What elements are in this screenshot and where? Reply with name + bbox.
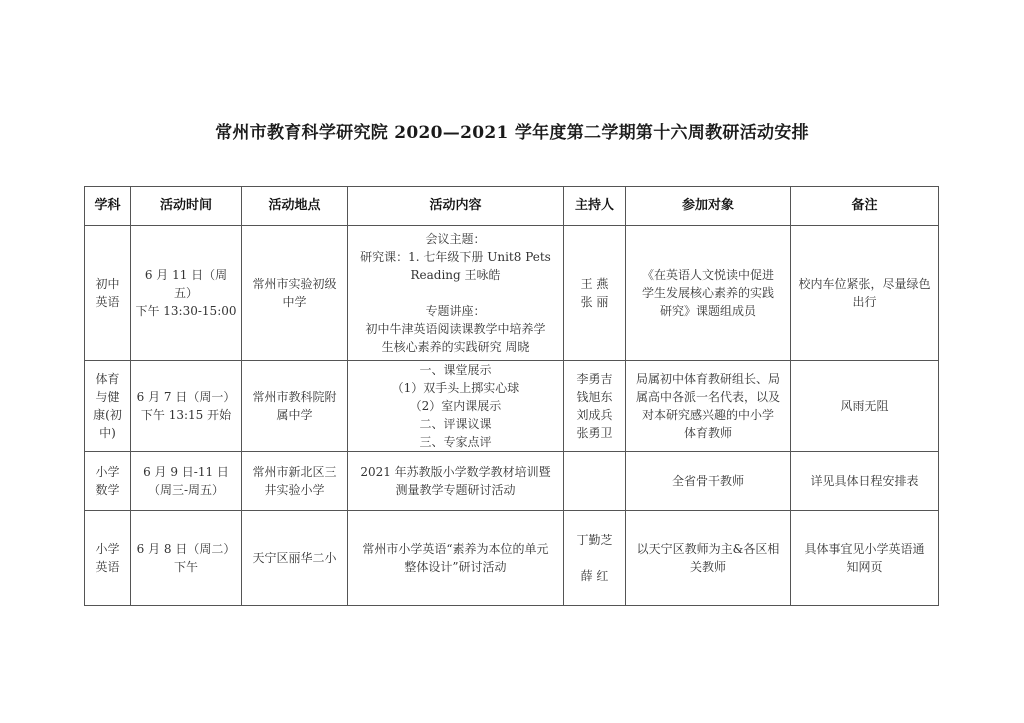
cell-subject: 小学 数学 [85, 452, 131, 511]
cell-content: 常州市小学英语“素养为本位的单元 整体设计”研讨活动 [348, 511, 564, 606]
cell-host: 李勇吉 钱旭东 刘成兵 张勇卫 [564, 361, 626, 452]
cell-note: 具体事宜见小学英语通 知网页 [791, 511, 939, 606]
cell-subject: 初中 英语 [85, 226, 131, 361]
table-header-row [85, 187, 939, 226]
cell-time: 6 月 11 日（周五） 下午 13:30-15:00 [131, 226, 242, 361]
header-participants: 参加对象 [626, 187, 791, 226]
cell-host: 丁勤芝 薛 红 [564, 511, 626, 606]
table-row [85, 511, 939, 606]
cell-time: 6 月 9 日-11 日 （周三-周五） [131, 452, 242, 511]
cell-note: 风雨无阻 [791, 361, 939, 452]
cell-participants: 局属初中体育教研组长、局 属高中各派一名代表，以及 对本研究感兴趣的中小学 体育教师 [626, 361, 791, 452]
header-place: 活动地点 [242, 187, 348, 226]
table-row [85, 452, 939, 511]
header-note: 备注 [791, 187, 939, 226]
cell-host: 王 燕 张 丽 [564, 226, 626, 361]
cell-note: 详见具体日程安排表 [791, 452, 939, 511]
cell-place: 常州市实验初级 中学 [242, 226, 348, 361]
cell-time: 6 月 7 日（周一） 下午 13:15 开始 [131, 361, 242, 452]
header-subject: 学科 [85, 187, 131, 226]
cell-place: 天宁区丽华二小 [242, 511, 348, 606]
cell-content: 一、课堂展示 （1）双手头上掷实心球 （2）室内课展示 二、评课议课 三、专家点评 [348, 361, 564, 452]
header-content: 活动内容 [348, 187, 564, 226]
cell-participants: 全省骨干教师 [626, 452, 791, 511]
header-time: 活动时间 [131, 187, 242, 226]
cell-time: 6 月 8 日（周二） 下午 [131, 511, 242, 606]
cell-participants: 以天宁区教师为主&各区相 关教师 [626, 511, 791, 606]
cell-subject: 体育 与健 康(初 中) [85, 361, 131, 452]
cell-subject: 小学 英语 [85, 511, 131, 606]
cell-host [564, 452, 626, 511]
cell-note: 校内车位紧张，尽量绿色 出行 [791, 226, 939, 361]
page-title: 常州市教育科学研究院 2020—2021 学年度第二学期第十六周教研活动安排 [215, 123, 809, 143]
table-row [85, 361, 939, 452]
table-row [85, 226, 939, 361]
cell-place: 常州市新北区三 井实验小学 [242, 452, 348, 511]
cell-participants: 《在英语人文悦读中促进 学生发展核心素养的实践 研究》课题组成员 [626, 226, 791, 361]
header-host: 主持人 [564, 187, 626, 226]
schedule-table [84, 186, 939, 606]
cell-content: 会议主题： 研究课：1. 七年级下册 Unit8 Pets Reading 王咏皓 专题讲座： 初中牛津英语阅读课教学中培养学 生核心素养的实践研究 周晓 [348, 226, 564, 361]
cell-place: 常州市教科院附 属中学 [242, 361, 348, 452]
cell-content: 2021 年苏教版小学数学教材培训暨 测量教学专题研讨活动 [348, 452, 564, 511]
